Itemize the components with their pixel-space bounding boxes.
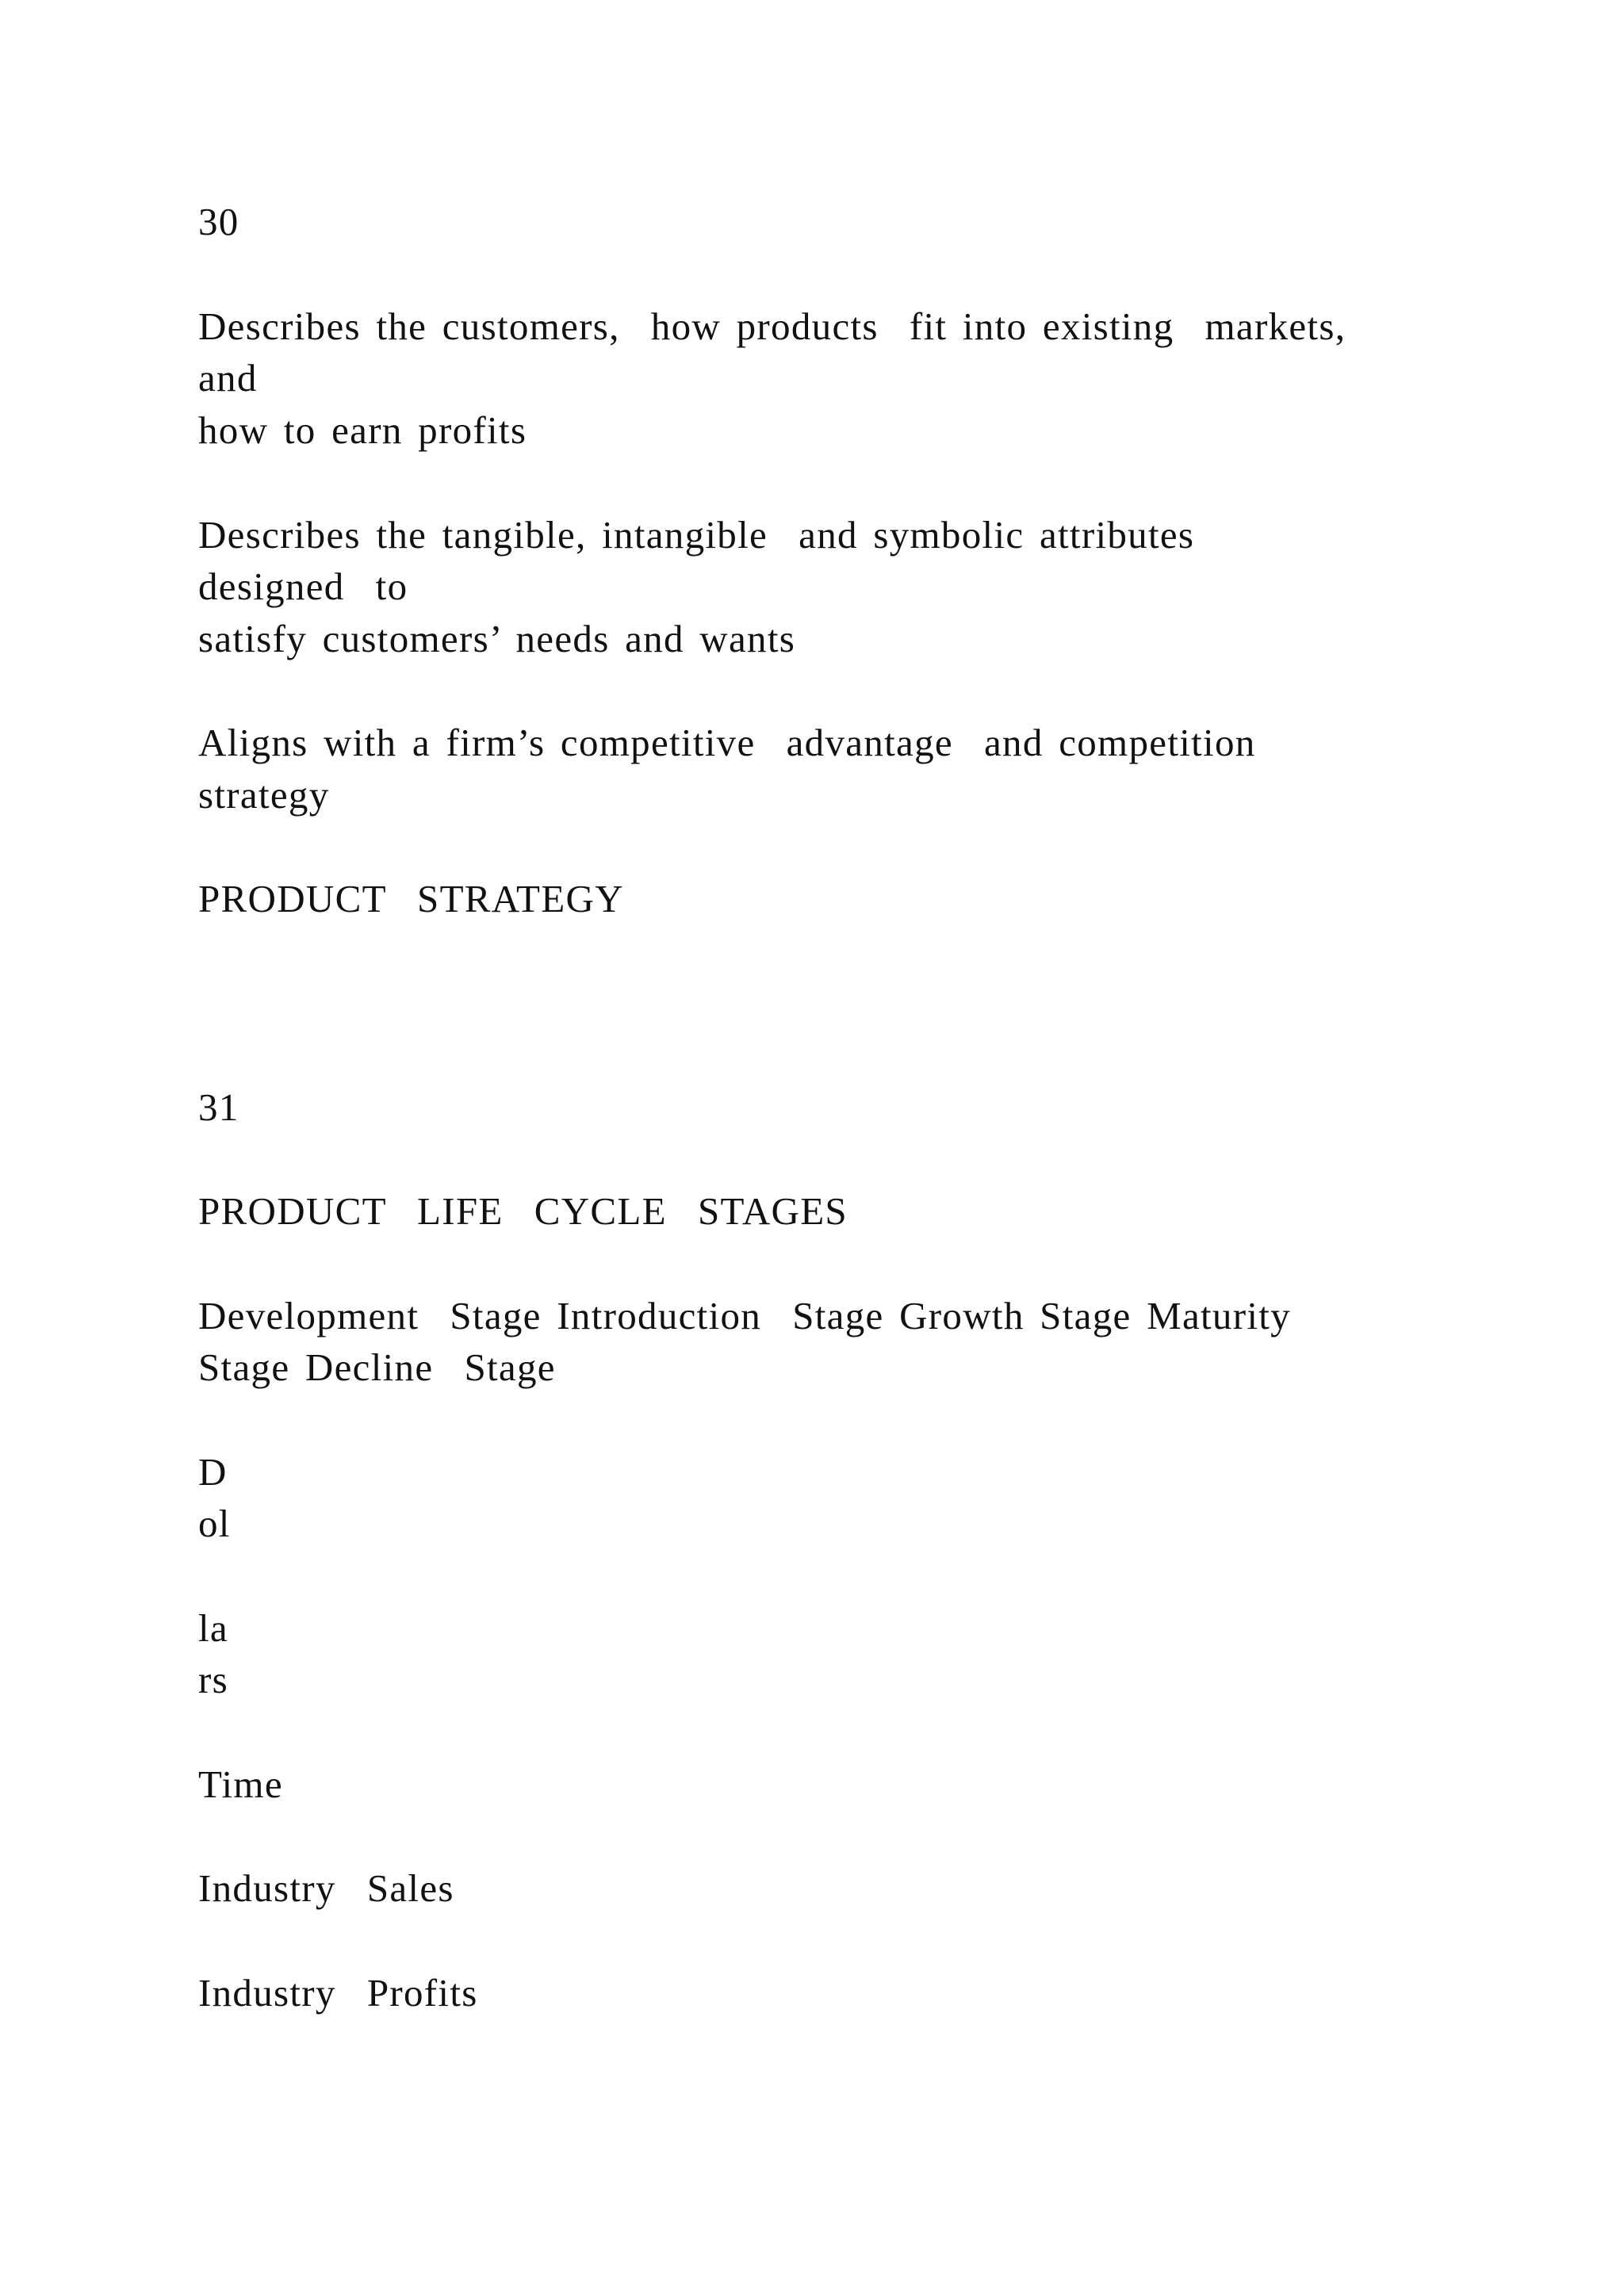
page-number-31: 31	[198, 1085, 239, 1129]
life-cycle-heading: PRODUCT LIFE CYCLE STAGES	[198, 1189, 848, 1233]
strategy-point-3-line-2: strategy	[198, 773, 330, 817]
strategy-point-3-line-1: Aligns with a firm’s competitive advantage and competition	[198, 721, 1256, 764]
strategy-point-1-line-2: and	[198, 356, 258, 400]
series-label-profits: Industry Profits	[198, 1971, 478, 2015]
y-axis-fragment-2: ol	[198, 1502, 231, 1545]
strategy-point-2-line-3: satisfy customers’ needs and wants	[198, 617, 796, 660]
strategy-point-2-line-1: Describes the tangible, intangible and symbolic attributes	[198, 513, 1195, 557]
strategy-point-2-line-2: designed to	[198, 564, 408, 608]
x-axis-label: Time	[198, 1762, 283, 1806]
series-label-sales: Industry Sales	[198, 1866, 454, 1910]
strategy-point-1-line-1: Describes the customers, how products fit into existing markets,	[198, 304, 1346, 348]
page-number-30: 30	[198, 200, 239, 243]
product-strategy-heading: PRODUCT STRATEGY	[198, 877, 624, 920]
y-axis-fragment-4: rs	[198, 1658, 228, 1701]
strategy-point-1-line-3: how to earn profits	[198, 408, 527, 452]
stages-line-1: Development Stage Introduction Stage Growth Stage Maturity	[198, 1294, 1291, 1337]
y-axis-fragment-3: la	[198, 1606, 228, 1650]
stages-line-2: Stage Decline Stage	[198, 1345, 556, 1389]
y-axis-fragment-1: D	[198, 1450, 228, 1494]
